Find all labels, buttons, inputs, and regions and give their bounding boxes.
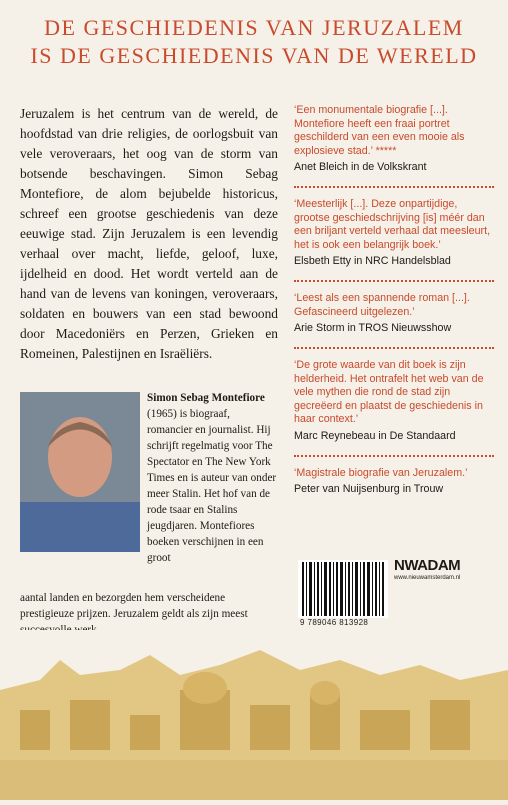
- review-quotes: [294, 104, 494, 508]
- publisher-url: www.nieuwamsterdam.nl: [394, 575, 461, 581]
- header-line-2: IS DE GESCHIEDENIS VAN DE WERELD: [30, 43, 478, 68]
- review-divider: [294, 186, 494, 188]
- jerusalem-skyline-illustration: [0, 630, 508, 800]
- review-divider: [294, 455, 494, 457]
- header-line-1: DE GESCHIEDENIS VAN JERUZALEM: [44, 15, 464, 40]
- review-quote: ‘Een monumentale biografie [...]. Montefiore heeft een fraai portret geschilderd van een even mooie als explosieve stad.’ *****: [294, 104, 465, 157]
- review-attribution: Anet Bleich in de Volkskrant: [294, 161, 427, 173]
- author-bio-text: (1965) is biograaf, romancier en journalist. Hij schrijft regelmatig voor The Spectator en The New York Times en is auteur van onder meer Stalin. Het hof van de rode tsaar en Stalins jeugdjaren. Montefiores boeken verschijnen in een groot: [147, 408, 277, 564]
- publisher-logo: NWADAM: [394, 557, 461, 574]
- review-5: [294, 467, 494, 497]
- review-divider: [294, 280, 494, 282]
- review-divider: [294, 347, 494, 349]
- review-2: [294, 198, 494, 282]
- review-quote: ‘Leest als een spannende roman [...]. Gefascineerd uitgelezen.’: [294, 292, 470, 318]
- author-bio-continued: aantal landen en bezorgden hem verscheidene prestigieuze prijzen. Jeruzalem geldt als zijn meest: [20, 592, 248, 620]
- review-quote: ‘De grote waarde van dit boek is zijn helderheid. Het ontrafelt het web van de vele mythen die rond de stad zijn gecreëerd en plaatst de geschiedenis in haar context.’: [294, 359, 484, 425]
- review-quote: ‘Magistrale biografie van Jeruzalem.’: [294, 466, 468, 479]
- author-photo: [20, 392, 140, 552]
- review-4: [294, 359, 494, 457]
- review-attribution: Peter van Nuijsenburg in Trouw: [294, 483, 444, 495]
- review-attribution: Arie Storm in TROS Nieuwsshow: [294, 322, 452, 334]
- review-3: [294, 292, 494, 349]
- barcode: [298, 560, 388, 618]
- cover-header: [0, 14, 508, 70]
- blurb-text: Jeruzalem is het centrum van de wereld, de hoofdstad van drie religies, de oorlogsbuit van vele veroveraars, het oog van de storm van botsende beschavingen. Simon Sebag Montefiore, de alom bejubelde historicus, schreef een grootse geschiedenis van deze eeuwige stad. Zijn Jeruzalem is een levendig verhaal over macht, liefde, geloof, luxe, ijdelheid en dood. Het wordt verteld aan de hand van de levens van koningen, veroveraars, soldaten en bouwers van een stad bewoond door Macedoniërs en Perzen, Grieken en Romeinen, Palestijnen en Israëliërs.: [20, 106, 278, 361]
- review-attribution: Elsbeth Etty in NRC Handelsblad: [294, 255, 451, 267]
- review-attribution: Marc Reynebeau in De Standaard: [294, 429, 456, 442]
- review-quote: ‘Meesterlijk [...]. Deze onpartijdige, grootse geschiedschrijving [is] méér dan een briljant verteld verhaal dat meesleurt, het is ook een belangrijk boek.’: [294, 198, 491, 251]
- author-name: Simon Sebag Montefiore: [147, 392, 265, 404]
- barcode-number: 9 789046 813928: [300, 618, 369, 627]
- author-bio: [147, 390, 277, 566]
- review-1: [294, 104, 494, 188]
